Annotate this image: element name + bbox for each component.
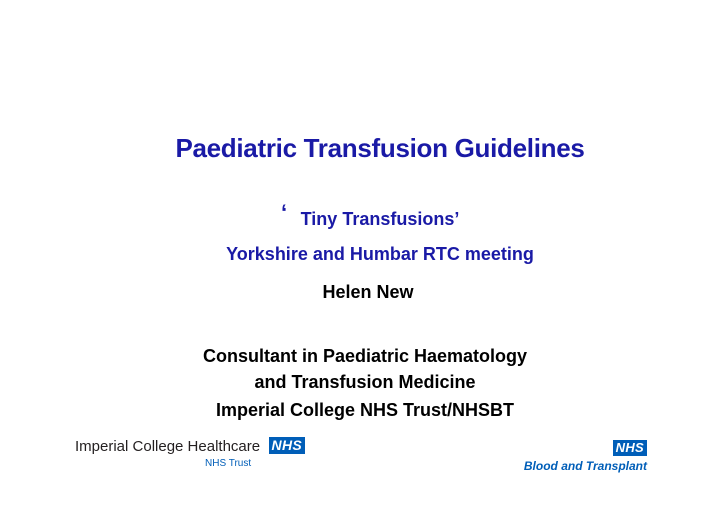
slide-title: Paediatric Transfusion Guidelines (175, 133, 585, 163)
nhs-badge-icon: NHS (613, 440, 647, 456)
role-line-2: and Transfusion Medicine (254, 372, 476, 392)
subtitle-tiny-transfusions: Tiny Transfusions’ (300, 209, 460, 229)
presenter-name: Helen New (322, 282, 414, 302)
presenter-role (0, 343, 720, 395)
logo-blood-transplant-label: Blood and Transplant (523, 459, 647, 473)
opening-quote-mark: ‘ (281, 200, 288, 225)
logo-org-name: Imperial College Healthcare (75, 438, 261, 455)
organisation: Imperial College NHS Trust/NHSBT (215, 400, 515, 420)
imperial-college-healthcare-logo (75, 437, 305, 469)
role-line-1: Consultant in Paediatric Haematology (202, 346, 528, 366)
subtitle-meeting: Yorkshire and Humbar RTC meeting (226, 244, 534, 264)
logo-trust-label: NHS Trust (205, 458, 252, 469)
nhs-blood-and-transplant-logo (524, 439, 647, 473)
nhs-badge-icon: NHS (269, 437, 305, 454)
